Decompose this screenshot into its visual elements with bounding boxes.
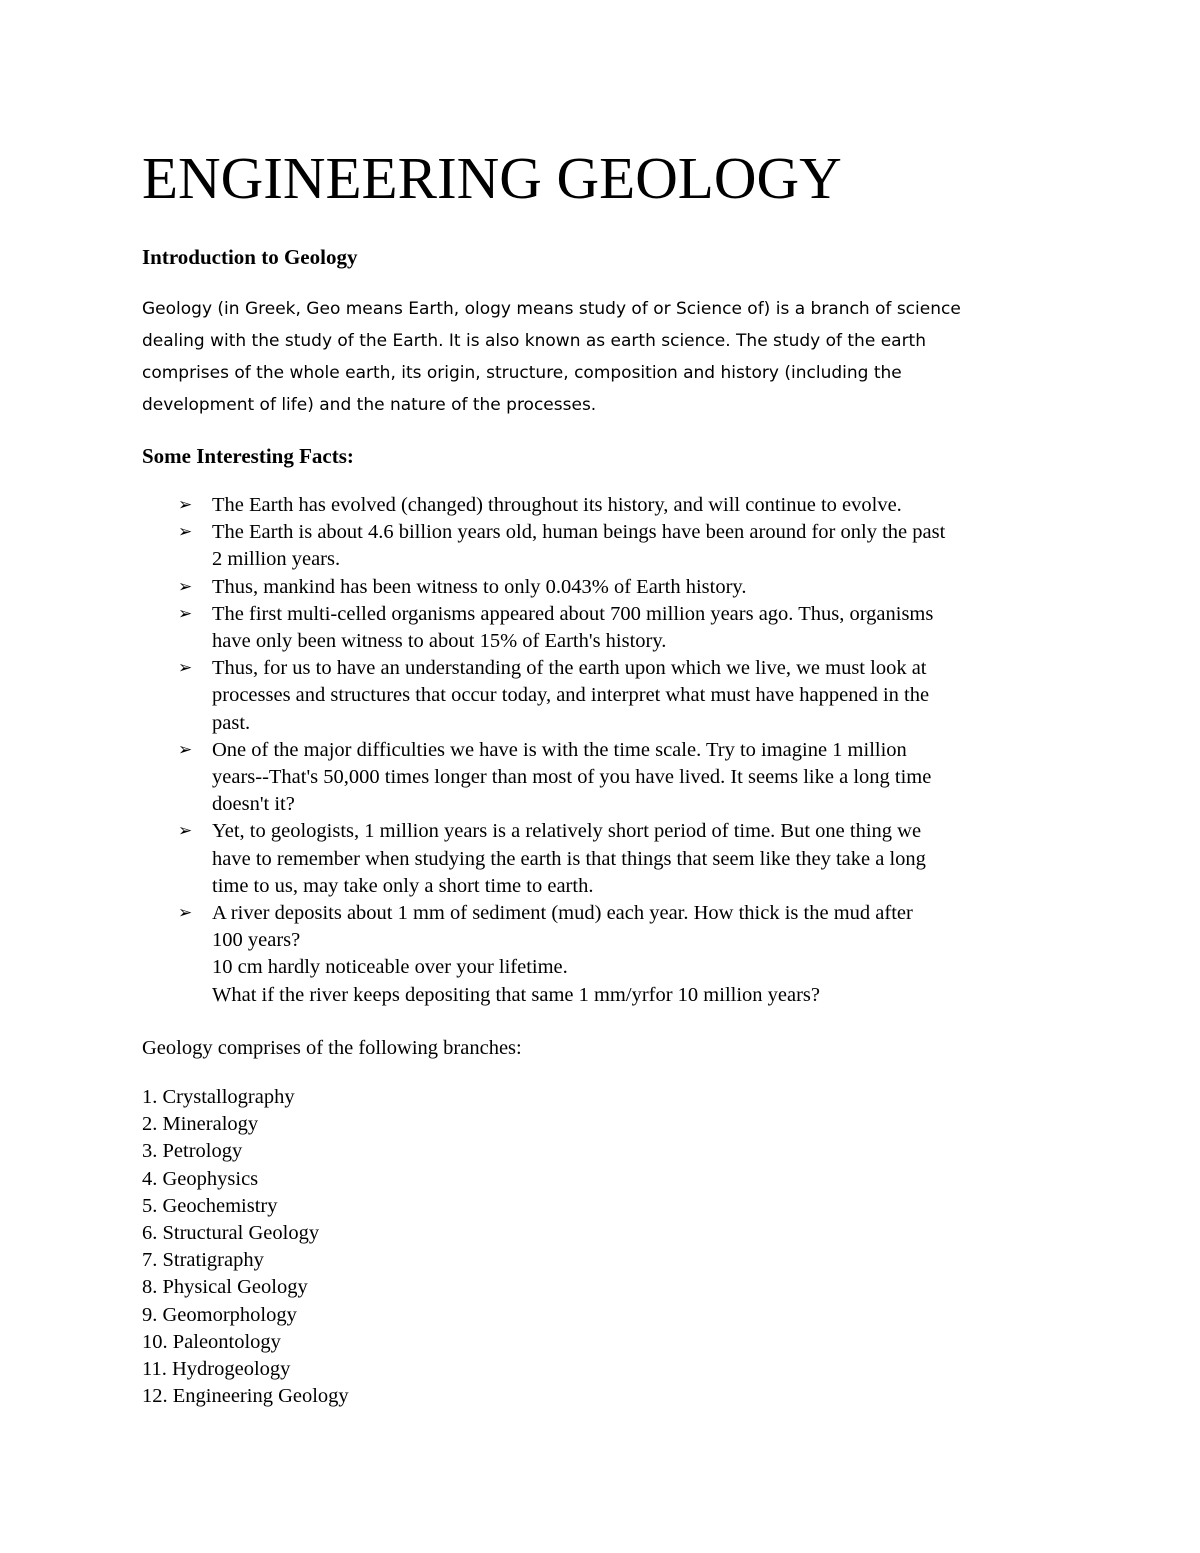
- branch-item: 8. Physical Geology: [142, 1276, 308, 1299]
- branch-item: 9. Geomorphology: [142, 1303, 297, 1326]
- fact-item: [142, 492, 1072, 519]
- branch-item: 4. Geophysics: [142, 1167, 259, 1190]
- branch-item: 10. Paleontology: [142, 1330, 281, 1353]
- arrow-bullet-icon: ➢: [178, 603, 193, 624]
- branch-item: 5. Geochemistry: [142, 1194, 278, 1217]
- fact-item: [142, 574, 1072, 601]
- fact-line: processes and structures that occur today, and interpret what must have happened in the: [212, 684, 930, 707]
- branch-item: 2. Mineralogy: [142, 1113, 259, 1136]
- fact-line: time to us, may take only a short time to earth.: [212, 874, 594, 897]
- arrow-bullet-icon: ➢: [178, 522, 193, 543]
- fact-line: Thus, for us to have an understanding of the earth upon which we live, we must look at: [212, 657, 927, 680]
- fact-item: [142, 818, 1072, 900]
- fact-item: [142, 655, 1072, 737]
- arrow-bullet-icon: ➢: [178, 576, 193, 597]
- branch-item: 12. Engineering Geology: [142, 1385, 349, 1408]
- branch-item: 11. Hydrogeology: [142, 1358, 291, 1381]
- arrow-bullet-icon: ➢: [178, 495, 193, 515]
- fact-line: The Earth has evolved (changed) throughout its history, and will continue to evolve.: [212, 494, 902, 516]
- fact-line: One of the major difficulties we have is with the time scale. Try to imagine 1 million: [212, 738, 907, 761]
- fact-line: doesn't it?: [212, 793, 295, 816]
- fact-line: What if the river keeps depositing that same 1 mm/yrfor 10 million years?: [212, 983, 821, 1006]
- fact-line: The first multi-celled organisms appeared about 700 million years ago. Thus, organisms: [212, 602, 934, 625]
- facts-list: [142, 492, 1072, 1009]
- fact-line: past.: [212, 711, 251, 734]
- fact-line: 10 cm hardly noticeable over your lifetime.: [212, 956, 568, 979]
- branch-item: 6. Structural Geology: [142, 1222, 320, 1245]
- branch-item: 1. Crystallography: [142, 1086, 295, 1108]
- fact-line: Yet, to geologists, 1 million years is a relatively short period of time. But one thing we: [212, 820, 922, 843]
- fact-line: have to remember when studying the earth is that things that seem like they take a long: [212, 847, 926, 870]
- fact-item: [142, 900, 1072, 1009]
- branch-item: 7. Stratigraphy: [142, 1249, 264, 1272]
- fact-item: [142, 737, 1072, 819]
- arrow-bullet-icon: ➢: [178, 658, 193, 679]
- facts-heading: Some Interesting Facts:: [142, 444, 354, 468]
- intro-line: Geology (in Greek, Geo means Earth, ology means study of or Science of) is a branch of science: [142, 299, 961, 319]
- fact-line: have only been witness to about 15% of Earth's history.: [212, 630, 667, 653]
- fact-line: The Earth is about 4.6 billion years old, human beings have been around for only the past: [212, 521, 946, 544]
- arrow-bullet-icon: ➢: [178, 903, 193, 924]
- fact-item: [142, 519, 1072, 573]
- branch-item: 3. Petrology: [142, 1140, 243, 1163]
- page-title: ENGINEERING GEOLOGY: [142, 145, 842, 211]
- arrow-bullet-icon: ➢: [178, 739, 193, 760]
- intro-line: development of life) and the nature of the processes.: [142, 395, 597, 415]
- intro-paragraph: [142, 293, 1042, 421]
- fact-line: Thus, mankind has been witness to only 0.043% of Earth history.: [212, 575, 747, 598]
- branches-list: [142, 1084, 349, 1410]
- fact-line: A river deposits about 1 mm of sediment (mud) each year. How thick is the mud after: [212, 902, 913, 925]
- arrow-bullet-icon: ➢: [178, 821, 193, 842]
- intro-heading: Introduction to Geology: [142, 245, 358, 269]
- intro-line: comprises of the whole earth, its origin, structure, composition and history (including the: [142, 363, 902, 383]
- intro-line: dealing with the study of the Earth. It is also known as earth science. The study of the earth: [142, 331, 927, 351]
- branches-intro: Geology comprises of the following branches:: [142, 1037, 522, 1059]
- fact-line: years--That's 50,000 times longer than most of you have lived. It seems like a long time: [212, 766, 932, 789]
- fact-item: [142, 601, 1072, 655]
- fact-line: 100 years?: [212, 929, 301, 952]
- fact-line: 2 million years.: [212, 548, 341, 571]
